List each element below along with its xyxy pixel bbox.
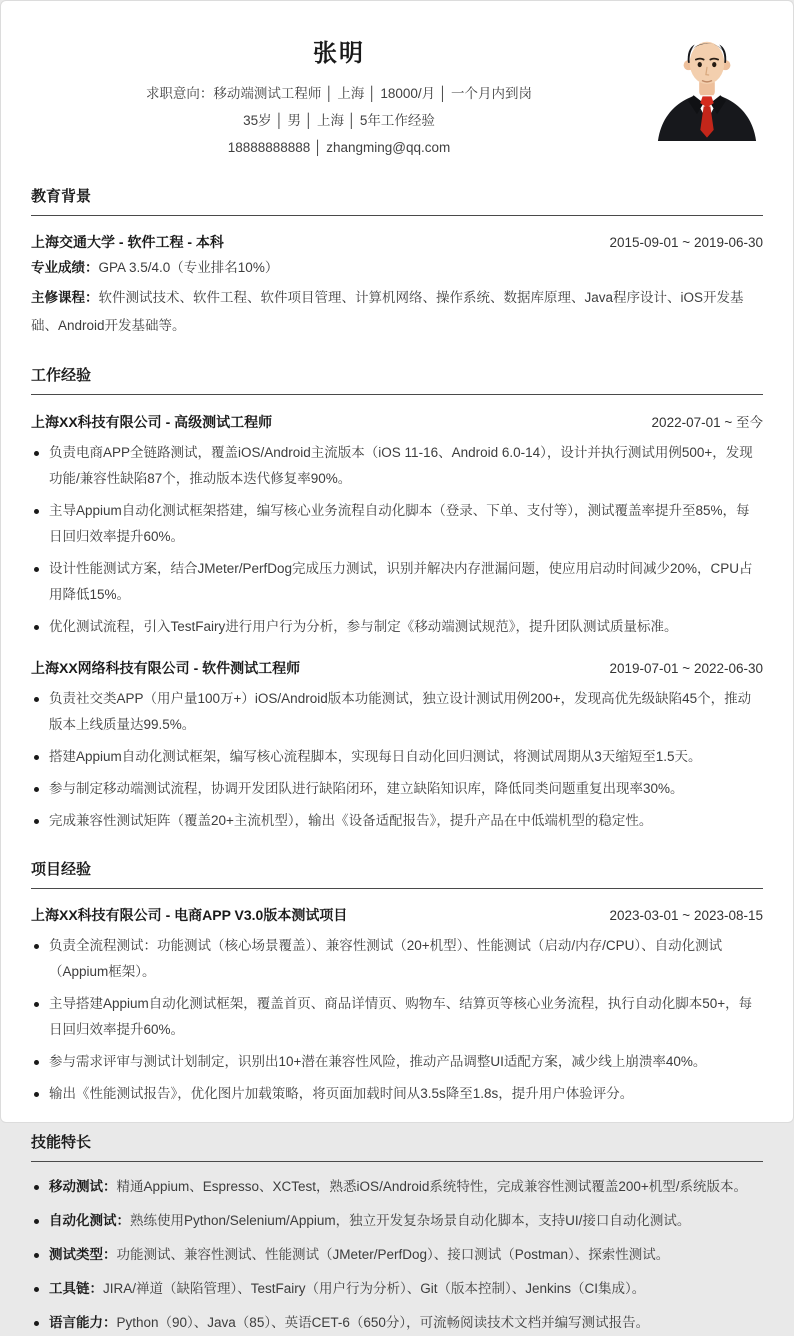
skill-text: 精通Appium、Espresso、XCTest，熟悉iOS/Android系统特性，完成兼容性测试覆盖200+机型/系统版本。 (116, 1179, 748, 1194)
resume-header (31, 25, 763, 161)
bullet-item: 负责电商APP全链路测试，覆盖iOS/Android主流版本（iOS 11-16、Android 6.0-14），设计并执行测试用例500+，发现功能/兼容性缺陷87个，推动版本迭代修复率90%。 (31, 440, 763, 492)
section-education (31, 185, 763, 340)
work-entry-2 (31, 658, 763, 834)
skill-text: 熟练使用Python/Selenium/Appium，独立开发复杂场景自动化脚本，支持UI/接口自动化测试。 (130, 1213, 691, 1228)
section-work (31, 364, 763, 834)
education-courses-line (31, 284, 763, 340)
skill-item (31, 1174, 763, 1200)
skill-item (31, 1242, 763, 1268)
personal-info-line: 35岁 │ 男 │ 上海 │ 5年工作经验 (243, 113, 435, 128)
section-title-projects: 项目经验 (31, 858, 763, 889)
skill-text: Python（90）、Java（85）、英语CET-6（650分），可流畅阅读技术文档并编写测试报告。 (116, 1315, 650, 1330)
education-entry-header (31, 232, 763, 252)
education-gpa-label: 专业成绩： (31, 260, 99, 275)
section-title-education: 教育背景 (31, 185, 763, 216)
education-gpa-line (31, 254, 763, 282)
section-projects (31, 858, 763, 1107)
header-text-block (31, 25, 647, 161)
bullet-item: 设计性能测试方案，结合JMeter/PerfDog完成压力测试，识别并解决内存泄漏问题，使应用启动时间减少20%，CPU占用降低15%。 (31, 556, 763, 608)
project-entry-1-date: 2023-03-01 ~ 2023-08-15 (609, 908, 763, 923)
skill-text: JIRA/禅道（缺陷管理）、TestFairy（用户行为分析）、Git（版本控制）、Jenkins（CI集成）。 (103, 1281, 646, 1296)
skill-item (31, 1208, 763, 1234)
work-entry-1 (31, 411, 763, 640)
bullet-item: 参与需求评审与测试计划制定，识别出10+潜在兼容性风险，推动产品调整UI适配方案，减少线上崩溃率40%。 (31, 1049, 763, 1075)
bullet-item: 优化测试流程，引入TestFairy进行用户行为分析，参与制定《移动端测试规范》，提升团队测试质量标准。 (31, 614, 763, 640)
work-entry-1-date: 2022-07-01 ~ 至今 (651, 415, 763, 430)
project-entry-1-bullets (31, 933, 763, 1107)
work-entry-1-bullets (31, 440, 763, 640)
skill-label: 测试类型： (49, 1247, 117, 1262)
education-entry (31, 232, 763, 340)
bullet-item: 参与制定移动端测试流程，协调开发团队进行缺陷闭环，建立缺陷知识库，降低同类问题重复出现率30%。 (31, 776, 763, 802)
project-entry-1-title: 上海XX科技有限公司 - 电商APP V3.0版本测试项目 (31, 907, 348, 923)
section-skills (31, 1131, 763, 1336)
work-entry-1-header (31, 411, 763, 432)
portrait-illustration (651, 25, 763, 141)
bullet-item: 搭建Appium自动化测试框架，编写核心流程脚本，实现每日自动化回归测试，将测试周期从3天缩短至1.5天。 (31, 744, 763, 770)
candidate-name: 张明 (313, 40, 365, 67)
skill-label: 移动测试： (49, 1179, 117, 1194)
bullet-item: 完成兼容性测试矩阵（覆盖20+主流机型），输出《设备适配报告》，提升产品在中低端机型的稳定性。 (31, 808, 763, 834)
job-intent-line: 求职意向：移动端测试工程师 │ 上海 │ 18000/月 │ 一个月内到岗 (145, 86, 533, 101)
work-entry-2-bullets (31, 686, 763, 834)
skill-item (31, 1310, 763, 1336)
bullet-item: 输出《性能测试报告》，优化图片加载策略，将页面加载时间从3.5s降至1.8s，提升用户体验评分。 (31, 1081, 763, 1107)
education-courses-value: 软件测试技术、软件工程、软件项目管理、计算机网络、操作系统、数据库原理、Java程序设计、iOS开发基础、Android开发基础等。 (31, 290, 744, 333)
skill-text: 功能测试、兼容性测试、性能测试（JMeter/PerfDog）、接口测试（Postman）、探索性测试。 (116, 1247, 670, 1262)
bullet-item: 主导搭建Appium自动化测试框架，覆盖首页、商品详情页、购物车、结算页等核心业务流程，执行自动化脚本50+，每日回归效率提升60%。 (31, 991, 763, 1043)
section-title-work: 工作经验 (31, 364, 763, 395)
bullet-item: 负责社交类APP（用户量100万+）iOS/Android版本功能测试，独立设计测试用例200+，发现高优先级缺陷45个，推动版本上线质量达99.5%。 (31, 686, 763, 738)
skill-label: 语言能力： (49, 1315, 117, 1330)
skill-label: 工具链： (49, 1281, 103, 1296)
work-entry-2-header (31, 658, 763, 678)
skill-item (31, 1276, 763, 1302)
project-entry-1-header (31, 905, 763, 925)
phone-email-line: 18888888888 │ zhangming@qq.com (227, 140, 451, 155)
skill-label: 自动化测试： (49, 1213, 130, 1228)
project-entry-1 (31, 905, 763, 1107)
education-courses-label: 主修课程： (31, 290, 99, 305)
profile-photo (651, 25, 763, 141)
education-gpa-value: GPA 3.5/4.0（专业排名10%） (98, 260, 279, 275)
work-entry-2-date: 2019-07-01 ~ 2022-06-30 (609, 661, 763, 676)
education-date-range: 2015-09-01 ~ 2019-06-30 (609, 235, 763, 250)
section-title-skills: 技能特长 (31, 1131, 763, 1162)
bullet-item: 主导Appium自动化测试框架搭建，编写核心业务流程自动化脚本（登录、下单、支付等），测试覆盖率提升至85%，每日回归效率提升60%。 (31, 498, 763, 550)
skills-list (31, 1174, 763, 1336)
work-entry-2-title: 上海XX网络科技有限公司 - 软件测试工程师 (31, 660, 301, 676)
bullet-item: 负责全流程测试：功能测试（核心场景覆盖）、兼容性测试（20+机型）、性能测试（启动/内存/CPU）、自动化测试（Appium框架）。 (31, 933, 763, 985)
education-school-degree: 上海交通大学 - 软件工程 - 本科 (31, 234, 224, 250)
work-entry-1-title: 上海XX科技有限公司 - 高级测试工程师 (31, 414, 273, 430)
